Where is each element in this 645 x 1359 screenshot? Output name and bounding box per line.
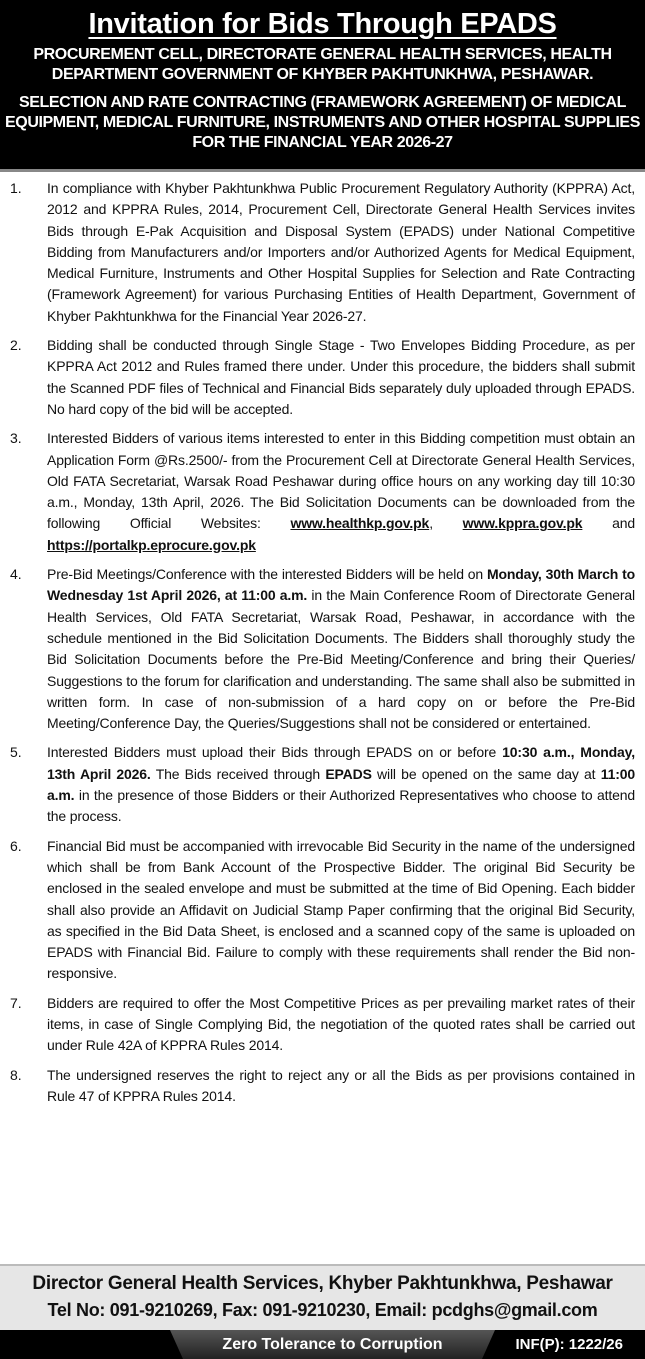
numbered-clause — [10, 564, 635, 734]
numbered-clause — [10, 428, 635, 556]
emphasized-text: EPADS — [325, 765, 372, 782]
tender-subject: SELECTION AND RATE CONTRACTING (FRAMEWORK AGREEMENT) OF MEDICAL EQUIPMENT, MEDICAL FURNITURE, INSTRUMENTS AND OTHER HOSPITAL SUPPLIES FOR THE FINANCIAL YEAR 2026-27 — [5, 94, 640, 151]
numbered-clause — [10, 178, 635, 327]
text-segment: , — [429, 515, 463, 532]
text-segment: Interested Bidders must upload their Bids through EPADS on or before — [47, 744, 503, 761]
clause-number: 8. — [10, 1066, 22, 1083]
contact-info: Tel No: 091-9210269, Fax: 091-9210230, Email: pcdghs@gmail.com — [47, 1300, 598, 1320]
numbered-clause — [10, 836, 635, 985]
clause-number: 6. — [10, 837, 22, 854]
notice-header — [0, 0, 645, 172]
website-link[interactable]: www.kppra.gov.pk — [462, 515, 583, 532]
issuing-office: Director General Health Services, Khyber Pakhtunkhwa, Peshawar — [32, 1273, 613, 1294]
clause-text — [47, 178, 635, 327]
numbered-clause — [10, 1065, 635, 1108]
clause-text — [47, 836, 635, 985]
numbered-clause — [10, 993, 635, 1057]
emphasized-text: 11:00 a.m. — [47, 765, 635, 804]
clause-number: 4. — [10, 566, 22, 583]
clause-number: 3. — [10, 430, 22, 447]
text-segment: Bidders are required to offer the Most Competitive Prices as per prevailing market rates of their items, in case of Single Complying Bid, the negotiation of the quoted rates shall be carried out under Rule 42A of KPPRA Rules 2014. — [47, 994, 635, 1054]
issuing-authority: PROCUREMENT CELL, DIRECTORATE GENERAL HEALTH SERVICES, HEALTH DEPARTMENT GOVERNMENT OF KHYBER PAKHTUNKHWA, PESHAWAR. — [33, 46, 612, 83]
notice-footer — [0, 1264, 645, 1332]
text-segment: in the Main Conference Room of Directorate General Health Services, Old FATA Secretariat, Warsak Road, Peshawar, in accordance with the schedule mentioned in the Bid Solicitation Documents. The Bidders shall thoroughly study the Bid Solicitation Documents before the Pre-Bid Meeting/Conference and bring their Queries/ Suggestions to the forum for clarification and understanding. The same shall also be submitted in written form. In case of non-submission of a hard copy on or before the Pre-Bid Meeting/Conference Day, the Queries/Suggestions shall not be considered or entertained. — [47, 587, 635, 732]
emphasized-text: Monday, 30th March to Wednesday 1st April 2026, at 11:00 a.m. — [47, 566, 635, 604]
clause-text — [47, 335, 635, 420]
clause-number: 2. — [10, 337, 22, 354]
text-segment: Interested Bidders of various items interested to enter in this Bidding competition must obtain an Application Form @Rs.2500/- from the Procurement Cell at Directorate General Health Services, Old FATA Secretariat, Warsak Road Peshawar during office hours on any working day till 10:30 a.m., Monday, 13th April, 2026. The Bid Solicitation Documents can be downloaded from the following Official Websites: — [47, 430, 635, 532]
text-segment: in the presence of those Bidders or their Authorized Representatives who choose to attend the process. — [47, 787, 635, 825]
numbered-clause — [10, 742, 635, 827]
clause-text — [47, 1065, 635, 1108]
website-link[interactable]: www.healthkp.gov.pk — [290, 515, 430, 532]
clause-number: 5. — [10, 744, 22, 761]
text-segment: In compliance with Khyber Pakhtunkhwa Public Procurement Regulatory Authority (KPPRA) Act, 2012 and KPPRA Rules, 2014, Procurement Cell, Directorate General Health Services invites Bids through E-Pak Acquisition and Disposal System (EPADS) under National Competitive Bidding from Manufacturers and/or Importers and/or Authorized Agents for Medical Equipment, Medical Furniture, Instruments and Other Hospital Supplies for Selection and Rate Contracting (Framework Agreement) for various Purchasing Entities of Health Department, Government of Khyber Pakhtunkhwa for the Financial Year 2026-27. — [47, 180, 635, 324]
slogan: Zero Tolerance to Corruption — [222, 1336, 443, 1353]
notice-title: Invitation for Bids Through EPADS — [88, 8, 557, 40]
numbered-clause — [10, 335, 635, 420]
text-segment: Bidding shall be conducted through Single Stage - Two Envelopes Bidding Procedure, as per KPPRA Act 2012 and Rules framed there under. Under this procedure, the bidders shall submit the Scanned PDF files of Technical and Financial Bids separately duly uploaded through EPADS. No hard copy of the bid will be accepted. — [47, 337, 635, 417]
website-link[interactable]: https://portalkp.eprocure.gov.pk — [47, 536, 256, 553]
text-segment: Financial Bid must be accompanied with irrevocable Bid Security in the name of the undersigned which shall be from Bank Account of the Prospective Bidder. The original Bid Security be enclosed in the sealed envelope and must be submitted at the time of Bid Opening. Each bidder shall also provide an Affidavit on Judicial Stamp Paper confirming that the original Bid Security, as specified in the Bid Data Sheet, is enclosed and a scanned copy of the same is uploaded on EPADS with Financial Bid. Failure to comply with these requirements shall render the Bid non-responsive. — [47, 837, 635, 982]
notice-body — [0, 172, 645, 1107]
text-segment: will be opened on the same day at — [371, 765, 601, 782]
clause-text — [47, 564, 635, 734]
clause-text — [47, 993, 635, 1057]
emphasized-text: 10:30 a.m., Monday, 13th April 2026. — [47, 744, 635, 782]
text-segment: and — [582, 515, 635, 532]
reference-number: INF(P): 1222/26 — [515, 1336, 623, 1353]
text-segment: The Bids received through — [150, 765, 326, 782]
clause-text — [47, 742, 635, 827]
text-segment: Pre-Bid Meetings/Conference with the interested Bidders will be held on — [47, 566, 487, 583]
bottom-strip — [0, 1330, 645, 1359]
text-segment: The undersigned reserves the right to reject any or all the Bids as per provisions contained in Rule 47 of KPPRA Rules 2014. — [47, 1066, 635, 1104]
clause-text — [47, 428, 635, 556]
clause-number: 7. — [10, 994, 22, 1011]
clause-number: 1. — [10, 180, 22, 196]
